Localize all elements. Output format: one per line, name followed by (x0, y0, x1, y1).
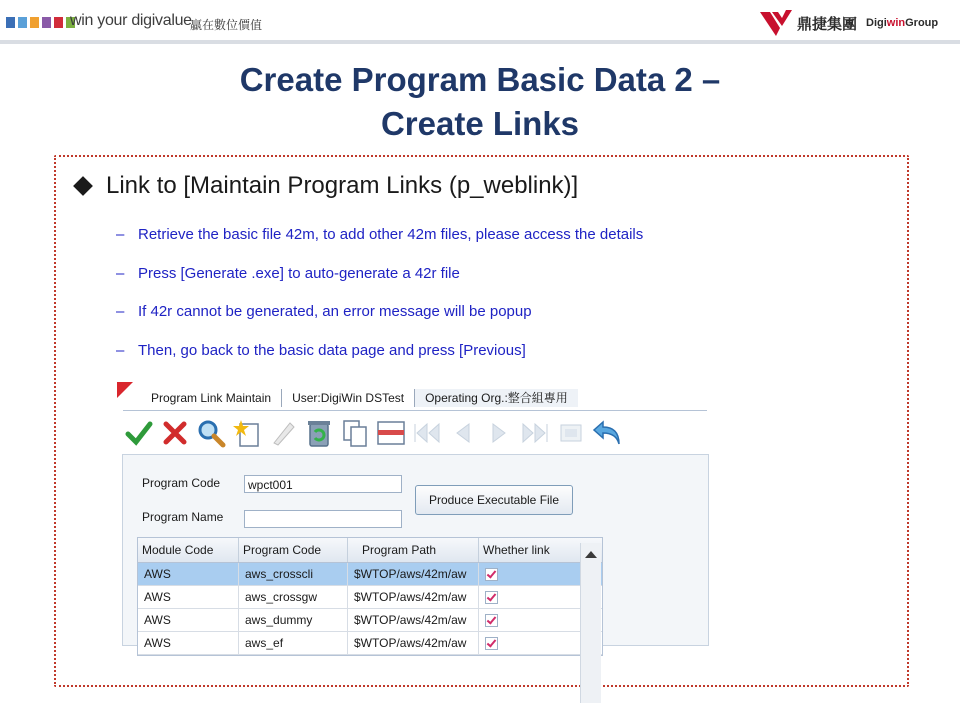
export-button[interactable] (553, 417, 589, 449)
brand-square (42, 17, 51, 28)
module-code-cell: AWS (138, 563, 239, 585)
logo-chinese-text: 鼎捷集團 (797, 16, 858, 33)
next-record-button[interactable] (481, 417, 517, 449)
split-icon (376, 418, 406, 448)
column-header-whether-link[interactable]: Whether link (483, 543, 550, 557)
dash: – (116, 303, 125, 320)
module-code-cell: AWS (138, 586, 239, 608)
edit-icon (270, 419, 296, 447)
banner-divider (0, 40, 960, 44)
program-link-table (137, 537, 603, 656)
program-path-cell: $WTOP/aws/42m/aw (348, 563, 479, 585)
program-code-cell: aws_crossgw (239, 586, 348, 608)
title-line-2: Create Links (380, 105, 580, 142)
table-row[interactable] (138, 632, 602, 655)
column-header-program-path[interactable]: Program Path (348, 538, 479, 562)
main-bullet (70, 172, 578, 200)
back-icon (591, 418, 623, 448)
toolbar (121, 416, 625, 450)
brand-square (6, 17, 15, 28)
logo-english-text (866, 17, 938, 29)
program-code-field[interactable]: wpct001 (244, 475, 402, 493)
last-icon (521, 422, 549, 444)
main-bullet-text: Link to [Maintain Program Links (p_weblink)] (106, 172, 579, 199)
first-record-button[interactable] (409, 417, 445, 449)
program-code-cell: aws_ef (239, 632, 348, 654)
next-icon (489, 422, 509, 444)
recycle-button[interactable] (301, 417, 337, 449)
brand-squares (6, 17, 75, 29)
brand-square (30, 17, 39, 28)
search-button[interactable] (193, 417, 229, 449)
sub-item (116, 265, 460, 282)
dash: – (116, 342, 125, 359)
table-header (138, 538, 602, 563)
app-window (117, 382, 707, 650)
whether-link-cell[interactable] (479, 586, 581, 608)
checked-checkbox-icon[interactable] (485, 637, 498, 650)
checked-checkbox-icon[interactable] (485, 568, 498, 581)
brand-square (18, 17, 27, 28)
sub-item-text: Press [Generate .exe] to auto-generate a 42r file (138, 265, 460, 282)
table-scrollbar[interactable] (580, 543, 601, 703)
program-code-label: Program Code (142, 476, 221, 490)
checked-checkbox-icon[interactable] (485, 614, 498, 627)
program-path-cell: $WTOP/aws/42m/aw (348, 609, 479, 631)
cancel-button[interactable] (157, 417, 193, 449)
sub-item (116, 226, 643, 243)
scroll-up-arrow-icon[interactable] (585, 551, 597, 558)
sub-item-text: Then, go back to the basic data page and press [Previous] (138, 342, 526, 359)
tab-user[interactable]: User:DigiWin DSTest (282, 389, 415, 407)
program-path-cell: $WTOP/aws/42m/aw (348, 586, 479, 608)
back-button[interactable] (589, 417, 625, 449)
sub-item (116, 303, 532, 320)
program-code-cell: aws_dummy (239, 609, 348, 631)
cancel-icon (162, 420, 188, 446)
module-code-cell: AWS (138, 609, 239, 631)
table-row[interactable] (138, 563, 602, 586)
dash: – (116, 265, 125, 282)
program-path-cell: $WTOP/aws/42m/aw (348, 632, 479, 654)
top-banner (0, 0, 960, 44)
sub-item-text: Retrieve the basic file 42m, to add other 42m files, please access the details (138, 226, 644, 243)
app-tab-bar (123, 386, 707, 411)
last-record-button[interactable] (517, 417, 553, 449)
copy-button[interactable] (337, 417, 373, 449)
new-icon (233, 418, 261, 448)
logo-en-accent: win (886, 17, 906, 29)
produce-executable-file-button[interactable]: Produce Executable File (415, 485, 573, 515)
column-header-module-code[interactable]: Module Code (138, 538, 239, 562)
digiwin-logo-icon (758, 8, 794, 38)
table-row[interactable] (138, 586, 602, 609)
dash: – (116, 226, 125, 243)
first-icon (413, 422, 441, 444)
sub-item (116, 342, 526, 359)
confirm-button[interactable] (121, 417, 157, 449)
tab-operating-org[interactable]: Operating Org.:整合組專用 (415, 389, 578, 407)
tagline: win your digivalue (70, 12, 192, 29)
new-button[interactable] (229, 417, 265, 449)
slide-title (100, 58, 860, 146)
checked-checkbox-icon[interactable] (485, 591, 498, 604)
program-code-cell: aws_crosscli (239, 563, 348, 585)
program-name-label: Program Name (142, 510, 224, 524)
module-code-cell: AWS (138, 632, 239, 654)
copy-icon (341, 418, 369, 448)
prev-icon (453, 422, 473, 444)
edit-button[interactable] (265, 417, 301, 449)
whether-link-cell[interactable] (479, 632, 581, 654)
search-icon (196, 418, 226, 448)
column-header-program-code[interactable]: Program Code (239, 538, 348, 562)
recycle-icon (306, 418, 332, 448)
table-row[interactable] (138, 609, 602, 632)
confirm-icon (125, 419, 153, 447)
split-button[interactable] (373, 417, 409, 449)
whether-link-cell[interactable] (479, 609, 581, 631)
program-name-field[interactable] (244, 510, 402, 528)
tagline-chinese: 贏在數位價值 (190, 18, 263, 32)
tab-program-link-maintain[interactable]: Program Link Maintain (141, 389, 282, 407)
export-icon (558, 420, 584, 446)
diamond-bullet-icon (73, 176, 93, 196)
brand-square (54, 17, 63, 28)
prev-record-button[interactable] (445, 417, 481, 449)
whether-link-cell[interactable] (479, 563, 581, 585)
title-line-1: Create Program Basic Data 2 – (239, 61, 721, 98)
logo-en-part: Digi (866, 17, 887, 29)
form-panel (122, 454, 709, 650)
logo-en-part: Group (905, 17, 939, 29)
sub-item-text: If 42r cannot be generated, an error message will be popup (138, 303, 532, 320)
